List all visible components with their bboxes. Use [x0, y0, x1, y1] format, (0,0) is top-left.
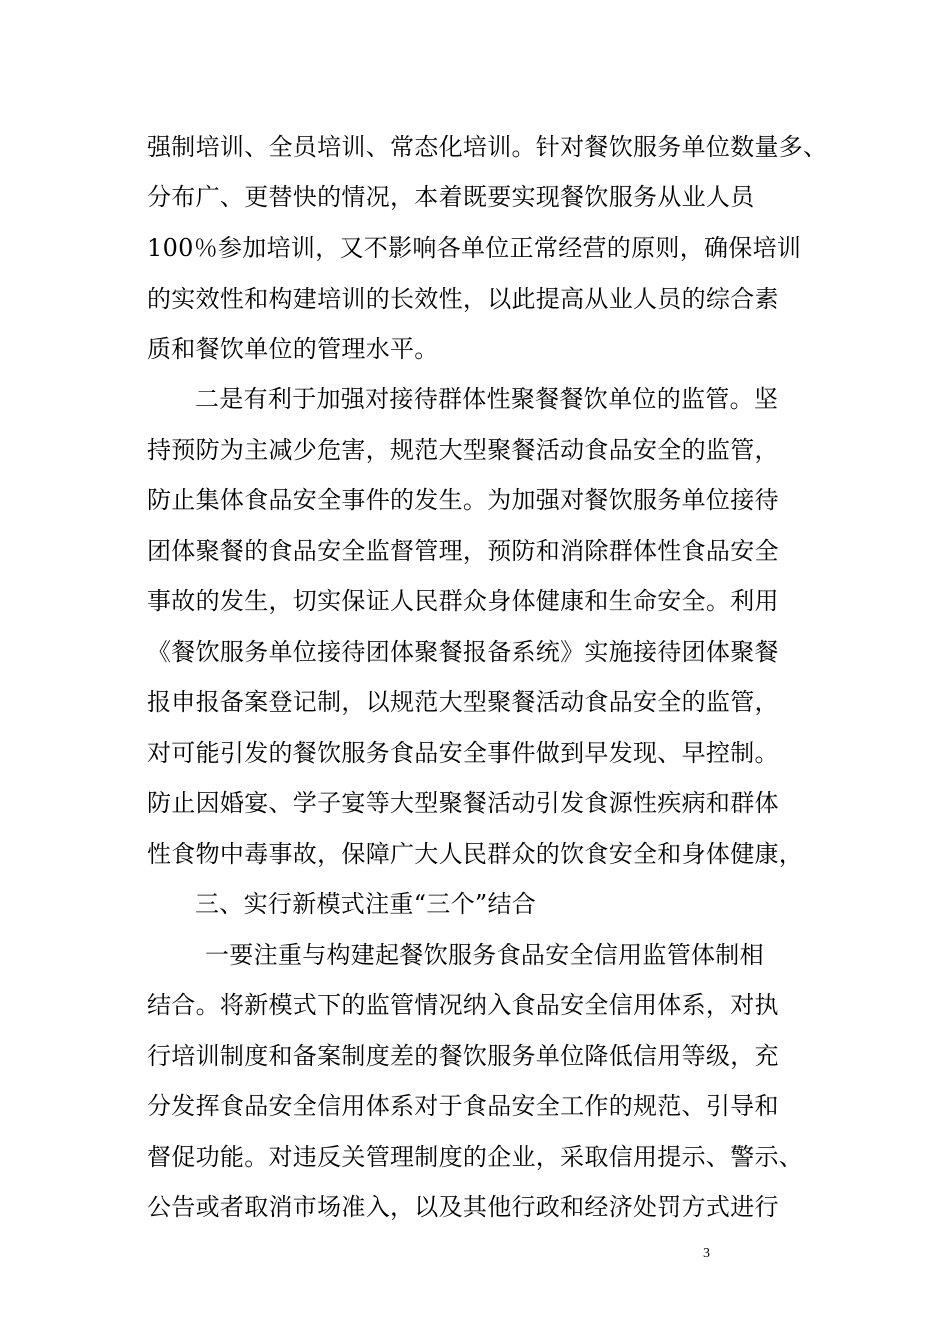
body-text-line: 防止集体食品安全事件的发生。为加强对餐饮服务单位接待	[147, 486, 779, 514]
page-number: 3	[703, 1246, 710, 1261]
body-text-line: 团体聚餐的食品安全监督管理，预防和消除群体性食品安全	[147, 537, 779, 565]
body-text-line: 行培训制度和备案制度差的餐饮服务单位降低信用等级，充	[147, 1042, 779, 1070]
body-text-line: 公告或者取消市场准入，以及其他行政和经济处罚方式进行	[147, 1193, 779, 1221]
body-text-line: 督促功能。对违反关管理制度的企业，采取信用提示、警示、	[147, 1143, 804, 1171]
body-text-line: 100％参加培训，又不影响各单位正常经营的原则，确保培训	[147, 234, 802, 262]
body-text-line: 《餐饮服务单位接待团体聚餐报备系统》实施接待团体聚餐	[147, 638, 779, 666]
section-heading: 三、实行新模式注重“三个”结合	[195, 890, 537, 918]
body-text-line: 结合。将新模式下的监管情况纳入食品安全信用体系，对执	[147, 991, 779, 1019]
body-text-line: 持预防为主减少危害，规范大型聚餐活动食品安全的监管，	[147, 436, 779, 464]
paragraph-first-line: 一要注重与构建起餐饮服务食品安全信用监管体制相	[205, 941, 764, 969]
body-text-line: 事故的发生，切实保证人民群众身体健康和生命安全。利用	[147, 587, 779, 615]
body-text-line: 质和餐饮单位的管理水平。	[147, 335, 439, 363]
body-text-line: 分布广、更替快的情况，本着既要实现餐饮服务从业人员	[147, 183, 755, 211]
body-text-line: 对可能引发的餐饮服务食品安全事件做到早发现、早控制。	[147, 739, 779, 767]
paragraph-first-line: 二是有利于加强对接待群体性聚餐餐饮单位的监管。坚	[195, 385, 779, 413]
body-text-line: 防止因婚宴、学子宴等大型聚餐活动引发食源性疾病和群体	[147, 789, 779, 817]
body-text-line: 强制培训、全员培训、常态化培训。针对餐饮服务单位数量多、	[147, 133, 828, 161]
body-text-line: 报申报备案登记制，以规范大型聚餐活动食品安全的监管，	[147, 688, 779, 716]
body-text-line: 的实效性和构建培训的长效性，以此提高从业人员的综合素	[147, 285, 779, 313]
body-text-line: 分发挥食品安全信用体系对于食品安全工作的规范、引导和	[147, 1092, 779, 1120]
body-text-line: 性食物中毒事故，保障广大人民群众的饮食安全和身体健康，	[147, 840, 804, 868]
